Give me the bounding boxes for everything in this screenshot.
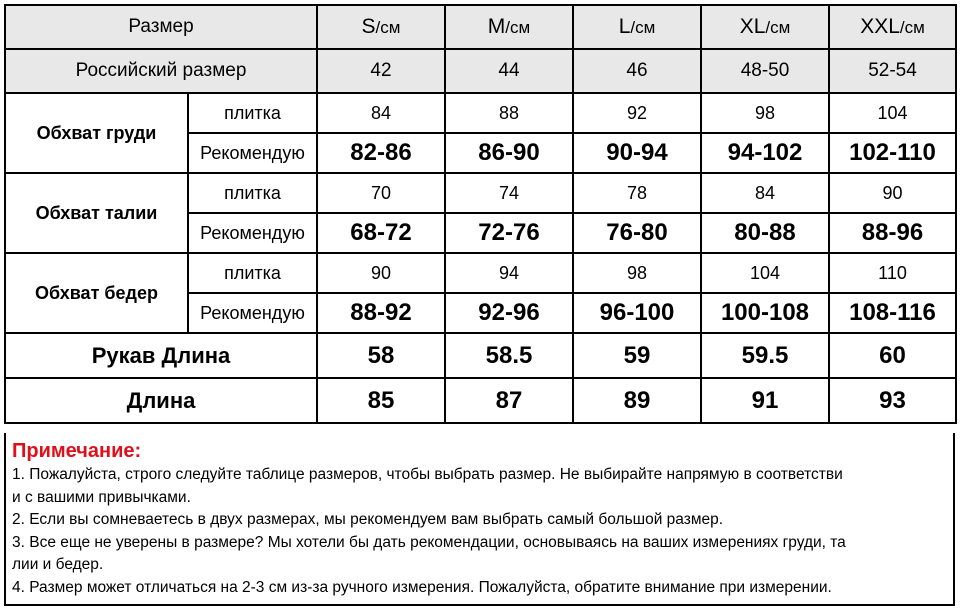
table-cell: 76-80 — [573, 213, 701, 253]
table-cell: 92-96 — [445, 293, 573, 333]
table-cell: 58 — [317, 333, 445, 378]
table-cell: 89 — [573, 378, 701, 423]
table-cell: 78 — [573, 173, 701, 213]
table-cell: 108-116 — [829, 293, 956, 333]
table-cell: 68-72 — [317, 213, 445, 253]
table-cell: 98 — [701, 93, 829, 133]
table-cell: 90-94 — [573, 133, 701, 173]
table-cell: 104 — [829, 93, 956, 133]
table-cell: 94 — [445, 253, 573, 293]
flat-label: плитка — [188, 93, 317, 133]
size-col-l: L/см — [573, 5, 701, 49]
table-cell: 96-100 — [573, 293, 701, 333]
table-cell: 94-102 — [701, 133, 829, 173]
note-item: 3. Все еще не уверены в размере? Мы хотели бы дать рекомендации, основываясь на ваших измерениях груди, та лии и бедер. — [12, 533, 846, 573]
russian-size-cell: 48-50 — [701, 49, 829, 93]
flat-label: плитка — [188, 253, 317, 293]
russian-size-cell: 44 — [445, 49, 573, 93]
table-cell: 92 — [573, 93, 701, 133]
size-col-xl: XL/см — [701, 5, 829, 49]
sleeve-row — [5, 333, 956, 378]
table-cell: 59 — [573, 333, 701, 378]
table-cell: 82-86 — [317, 133, 445, 173]
recommend-label: Рекомендую — [188, 213, 317, 253]
size-col-s: S/см — [317, 5, 445, 49]
table-cell: 98 — [573, 253, 701, 293]
size-table — [4, 4, 957, 424]
table-cell: 90 — [829, 173, 956, 213]
table-cell: 74 — [445, 173, 573, 213]
note-item: 1. Пожалуйста, строго следуйте таблице размеров, чтобы выбрать размер. Не выбирайте напрямую в соответстви и с вашими привычками. — [12, 466, 843, 506]
russian-size-cell: 42 — [317, 49, 445, 93]
table-cell: 88 — [445, 93, 573, 133]
table-cell: 102-110 — [829, 133, 956, 173]
table-cell: 70 — [317, 173, 445, 213]
size-header-label: Размер — [5, 5, 317, 49]
header-row-size — [5, 5, 956, 49]
table-cell: 100-108 — [701, 293, 829, 333]
chest-label: Обхват груди — [5, 93, 188, 173]
recommend-label: Рекомендую — [188, 133, 317, 173]
table-cell: 84 — [701, 173, 829, 213]
table-cell: 59.5 — [701, 333, 829, 378]
waist-label: Обхват талии — [5, 173, 188, 253]
flat-label: плитка — [188, 173, 317, 213]
chest-flat-row — [5, 93, 956, 133]
notes-section — [4, 433, 955, 606]
sleeve-label: Рукав Длина — [5, 333, 317, 378]
table-cell: 58.5 — [445, 333, 573, 378]
note-item: 2. Если вы сомневаетесь в двух размерах, мы рекомендуем вам выбрать самый большой размер. — [12, 511, 724, 528]
russian-size-label: Российский размер — [5, 49, 317, 93]
size-col-m: M/см — [445, 5, 573, 49]
table-cell: 110 — [829, 253, 956, 293]
length-label: Длина — [5, 378, 317, 423]
table-cell: 88-92 — [317, 293, 445, 333]
length-row — [5, 378, 956, 423]
note-item: 4. Размер может отличаться на 2-3 см из-за ручного измерения. Пожалуйста, обратите внимание при измерении. — [12, 578, 832, 596]
notes-title: Примечание: — [12, 440, 142, 462]
table-cell: 60 — [829, 333, 956, 378]
size-col-xxl: XXL/см — [829, 5, 956, 49]
hip-label: Обхват бедер — [5, 253, 188, 333]
table-cell: 90 — [317, 253, 445, 293]
russian-size-cell: 46 — [573, 49, 701, 93]
table-cell: 84 — [317, 93, 445, 133]
table-cell: 86-90 — [445, 133, 573, 173]
table-cell: 88-96 — [829, 213, 956, 253]
table-cell: 93 — [829, 378, 956, 423]
waist-flat-row — [5, 173, 956, 213]
table-cell: 72-76 — [445, 213, 573, 253]
table-cell: 80-88 — [701, 213, 829, 253]
hip-flat-row — [5, 253, 956, 293]
table-cell: 85 — [317, 378, 445, 423]
header-row-russian — [5, 49, 956, 93]
russian-size-cell: 52-54 — [829, 49, 956, 93]
table-cell: 87 — [445, 378, 573, 423]
table-cell: 104 — [701, 253, 829, 293]
table-cell: 91 — [701, 378, 829, 423]
recommend-label: Рекомендую — [188, 293, 317, 333]
